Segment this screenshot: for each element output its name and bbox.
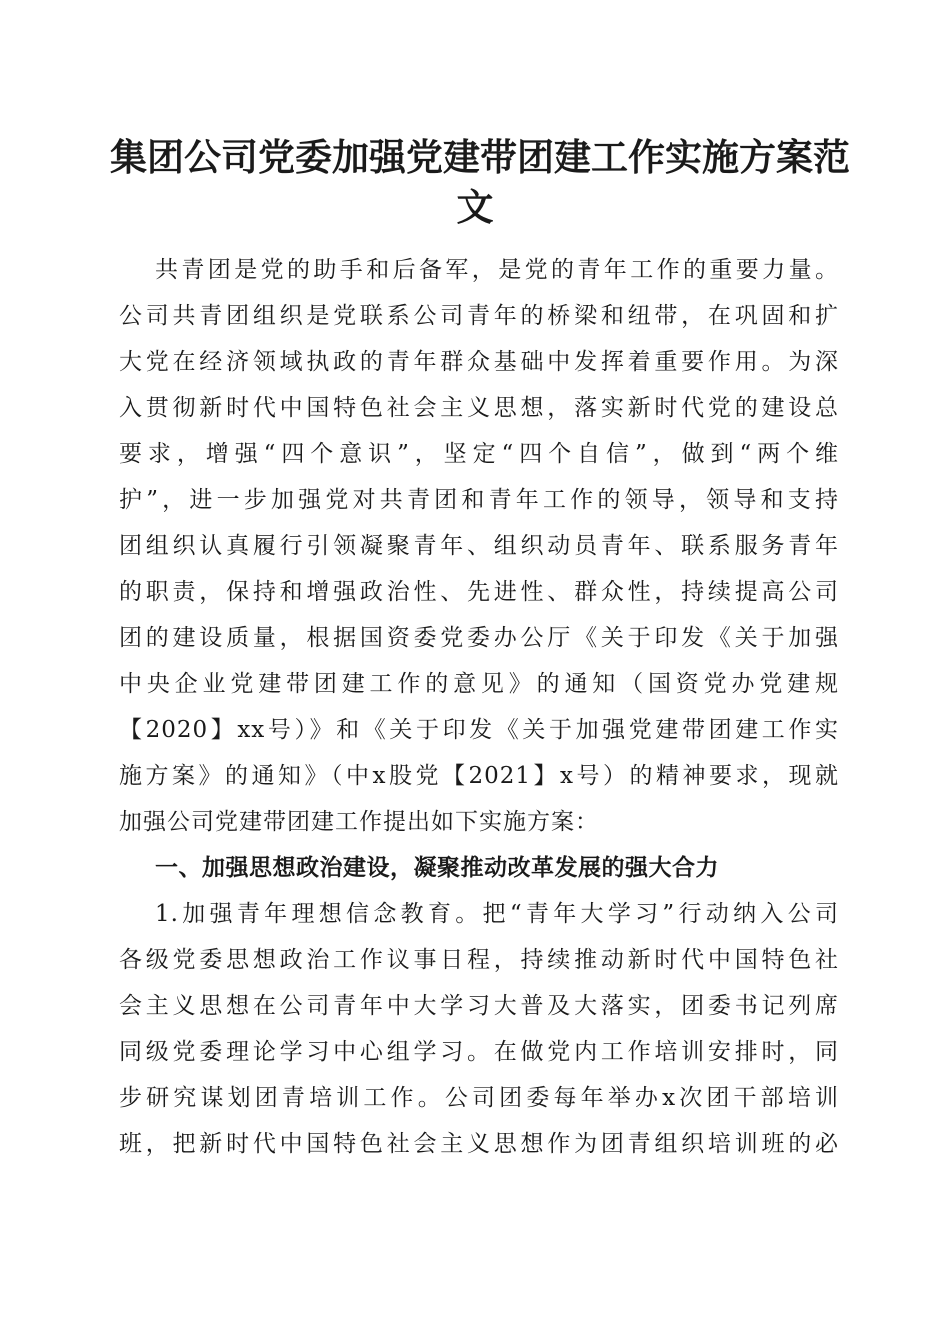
intro-paragraph-line: 共青团是党的助手和后备军，是党的青年工作的重要力量。 [155,257,839,283]
intro-paragraph-line: 施方案》的通知》（中x股党【2021】x号）的精神要求，现就 [119,763,839,789]
intro-paragraph-line: 加强公司党建带团建工作提出如下实施方案： [119,809,599,835]
section-paragraph-line: 各级党委思想政治工作议事日程，持续推动新时代中国特色社 [119,947,839,973]
intro-paragraph-line: 团组织认真履行引领凝聚青年、组织动员青年、联系服务青年 [119,533,839,559]
intro-paragraph-line: 中央企业党建带团建工作的意见》的通知（国资党办党建规 [119,671,839,697]
intro-paragraph-line: 要求，增强“四个意识”，坚定“四个自信”，做到“两个维 [119,441,839,467]
section-paragraph-line: 会主义思想在公司青年中大学习大普及大落实，团委书记列席 [119,993,839,1019]
title-line: 集团公司党委加强党建带团建工作实施方案范 [110,135,850,179]
document-title [110,132,850,232]
intro-paragraph-line: 大党在经济领域执政的青年群众基础中发挥着重要作用。为深 [119,349,839,375]
intro-paragraph-line: 的职责，保持和增强政治性、先进性、群众性，持续提高公司 [119,579,839,605]
section-heading: 一、加强思想政治建设，凝聚推动改革发展的强大合力 [155,855,719,881]
intro-paragraph-line: 团的建设质量，根据国资委党委办公厅《关于印发《关于加强 [119,625,839,651]
section-paragraph-line: 同级党委理论学习中心组学习。在做党内工作培训安排时，同 [119,1039,839,1065]
intro-paragraph-line: 护”，进一步加强党对共青团和青年工作的领导，领导和支持 [119,487,839,513]
intro-paragraph-line: 公司共青团组织是党联系公司青年的桥梁和纽带，在巩固和扩 [119,303,839,329]
document-body [119,247,839,1167]
intro-paragraph-line: 【2020】xx号）》和《关于印发《关于加强党建带团建工作实 [119,717,839,743]
section-paragraph-line: 步研究谋划团青培训工作。公司团委每年举办x次团干部培训 [119,1085,839,1111]
section-paragraph-line: 班，把新时代中国特色社会主义思想作为团青组织培训班的必 [119,1131,839,1157]
intro-paragraph-line: 入贯彻新时代中国特色社会主义思想，落实新时代党的建设总 [119,395,839,421]
title-line: 文 [456,185,494,229]
section-paragraph-line: 1.加强青年理想信念教育。把“青年大学习”行动纳入公司 [155,901,839,927]
